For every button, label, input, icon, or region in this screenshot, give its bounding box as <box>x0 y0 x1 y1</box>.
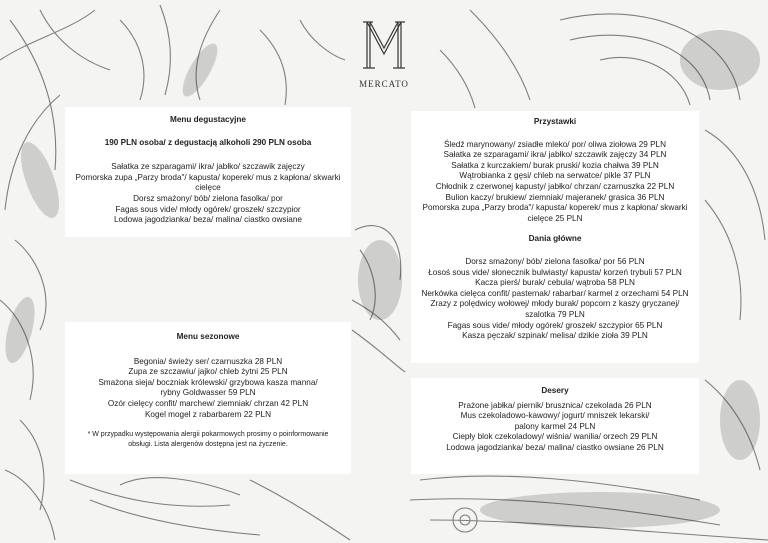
main-item: Łosoś sous vide/ słonecznik bulwiasty/ kapusta/ korzeń trybuli 57 PLN <box>428 267 682 277</box>
allergy-note: * W przypadku występowania alergii pokarmowych prosimy o poinformowanie <box>87 431 329 439</box>
main-item: Kacza pierś/ burak/ cebula/ wątroba 58 PLN <box>475 278 635 288</box>
seasonal-item: Zupa ze szczawiu/ jajko/ chleb żytni 25 PLN <box>128 367 288 377</box>
degustation-item: cielęce <box>195 183 221 193</box>
degustation-item: Lodowa jagodzianka/ beza/ malina/ ciastko owsiane <box>114 215 302 225</box>
main-item: Nerkówka cielęca confit/ pasternak/ rabarbar/ karmel z orzechami 54 PLN <box>421 288 689 298</box>
main-item: Dorsz smażony/ bób/ zielona fasolka/ por 56 PLN <box>465 256 645 266</box>
desserts-title: Desery <box>541 386 569 395</box>
starters-title: Przystawki <box>533 117 577 126</box>
brand-logo <box>338 14 430 89</box>
dessert-item: Prażone jabłka/ piernik/ brusznica/ czekolada 26 PLN <box>458 400 652 410</box>
starter-item: Pomorska zupa „Parzy broda"/ kapusta/ koperek/ mus z kapłona/ skwarki <box>422 203 688 213</box>
starter-item: cielęce 25 PLN <box>527 213 583 223</box>
starter-item: Bulion kaczy/ brukiew/ ziemniak/ majeranek/ grasica 36 PLN <box>445 192 665 202</box>
degustation-title: Menu degustacyjne <box>170 115 246 124</box>
main-item: Kasza pęczak/ szpinak/ melisa/ dzikie zioła 39 PLN <box>462 331 648 341</box>
dessert-item: Lodowa jagodzianka/ beza/ malina/ ciastko owsiane 26 PLN <box>446 442 664 452</box>
main-item: szalotka 79 PLN <box>525 309 585 319</box>
seasonal-item: Kogel mogel z rabarbarem 22 PLN <box>144 409 272 419</box>
starter-item: Wątrobianka z gęsi/ chleb na serwatce/ pikle 37 PLN <box>459 171 651 181</box>
mains-title: Dania główne <box>528 234 582 244</box>
dessert-item: palony karmel 24 PLN <box>514 421 596 431</box>
degustation-price: 190 PLN osoba/ z degustacją alkoholi 290 PLN osoba <box>104 137 312 147</box>
brand-name: MERCATO <box>359 79 409 89</box>
starters-mains-panel <box>411 111 699 363</box>
degustation-item: Fagas sous vide/ młody ogórek/ groszek/ szczypior <box>115 204 301 214</box>
degustation-item: Sałatka ze szparagami/ ikra/ jabłko/ szczawik zajęczy <box>111 162 305 172</box>
seasonal-item: rybny Goldwasser 59 PLN <box>160 388 256 398</box>
starter-item: Chłodnik z czerwonej kapusty/ jabłko/ chrzan/ czarnuszka 22 PLN <box>435 181 675 191</box>
degustation-menu-panel <box>65 107 351 237</box>
desserts-panel <box>411 378 699 474</box>
seasonal-item: Smażona sieja/ boczniak królewski/ grzybowa kasza manna/ <box>98 377 318 387</box>
dessert-item: Mus czekoladowo-kawowy/ jogurt/ mniszek lekarski/ <box>460 411 650 421</box>
main-item: Fagas sous vide/ młody ogórek/ groszek/ szczypior 65 PLN <box>447 320 663 330</box>
main-item: Zrazy z polędwicy wołowej/ młody burak/ popcorn z kaszy gryczanej/ <box>430 299 680 309</box>
dessert-item: Ciepły blok czekoladowy/ wiśnia/ wanilia/ orzech 29 PLN <box>452 432 658 442</box>
seasonal-title: Menu sezonowe <box>176 332 240 341</box>
mercato-m-logo-icon <box>361 14 407 72</box>
allergy-note: obsługi. Lista alergenów dostępna jest na życzenie. <box>128 440 288 448</box>
seasonal-menu-panel <box>65 322 351 474</box>
starter-item: Sałatka ze szparagami/ ikra/ jabłko/ szczawik zajęczy 34 PLN <box>443 150 667 160</box>
degustation-item: Pomorska zupa „Parzy broda"/ kapusta/ koperek/ mus z kapłona/ skwarki <box>75 172 341 182</box>
seasonal-item: Ozór cielęcy confit/ marchew/ ziemniak/ chrzan 42 PLN <box>107 398 309 408</box>
starter-item: Sałatka z kurczakiem/ burak pruski/ kozia chałwa 39 PLN <box>451 160 659 170</box>
starter-item: Śledź marynowany/ zsiadłe mleko/ por/ oliwa ziołowa 29 PLN <box>443 139 667 149</box>
seasonal-item: Begonia/ świeży ser/ czarnuszka 28 PLN <box>133 356 283 366</box>
degustation-item: Dorsz smażony/ bób/ zielona fasolka/ por <box>133 193 283 203</box>
